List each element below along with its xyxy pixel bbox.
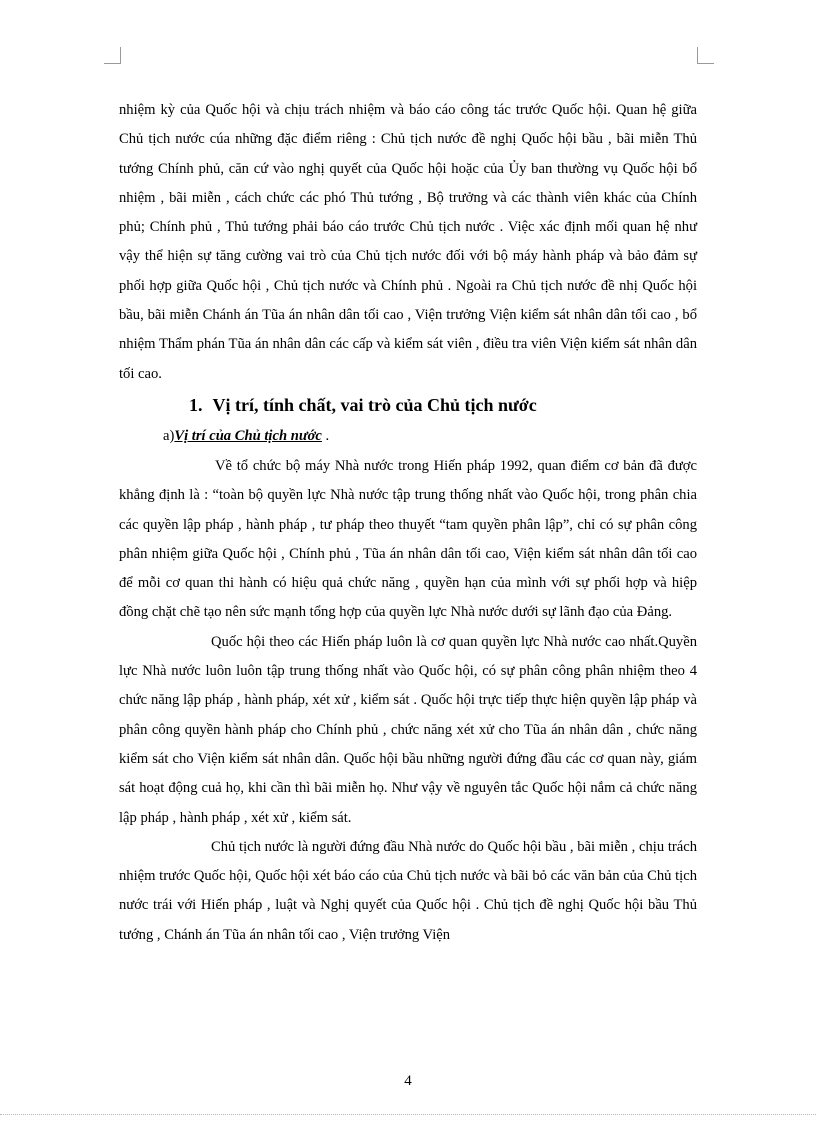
paragraph-intro: nhiệm kỳ của Quốc hội và chịu trách nhiệm và báo cáo công tác trước Quốc hội. Quan hệ giữa Chủ tịch nước cúa những đặc điểm riêng : Chủ tịch nước đề nghị Quốc hội bầu , bãi miễn Thủ tướng Chính phủ, căn cứ vào nghị quyết của Quốc hội hoặc của Ủy ban thường vụ Quốc hội bổ nhiệm , bãi miễn , cách chức các phó Thủ tướng , Bộ trưởng và các thành viên khác của Chính phủ; Chính phủ , Thủ tướng phải báo cáo trước Chủ tịch nước . Việc xác định mối quan hệ như vậy thể hiện sự tăng cường vai trò của Chủ tịch nước đối với bộ máy hành pháp và bảo đảm sự phối hợp giữa Quốc hội , Chủ tịch nước và Chính phủ . Ngoài ra Chủ tịch nước đề nhị Quốc hội bầu, bãi miễn Chánh án Tũa án nhân dân tối cao , Viện trưởng Viện kiểm sát nhân dân tối cao , bổ nhiệm Thẩm phán Tũa án nhân dân các cấp và kiểm sát viên , điều tra viên Viện kiểm sát nhân dân tối cao. xyxy=(119,102,697,382)
section-heading-number: 1. xyxy=(189,394,203,415)
subsection-title: Vị trí của Chủ tịch nước xyxy=(174,427,322,444)
paragraph-1: Về tổ chức bộ máy Nhà nước trong Hiến pháp 1992, quan điểm cơ bản đã được khẳng định là : “toàn bộ quyền lực Nhà nước tập trung thống nhất vào Quốc hội, trong phân chia các quyền lập pháp , hành pháp , tư pháp theo thuyết “tam quyền phân lập”, chỉ có sự phân công phân nhiệm giữa Quốc hội , Chính phủ , Tũa án nhân dân tối cao, Viện kiểm sát nhân dân tối cao để mỗi cơ quan thi hành có hiệu quả chức năng , quyền hạn của mình với sự phối hợp và hiệp đồng chặt chẽ tạo nên sức mạnh tổng hợp của quyền lực Nhà nước dưới sự lãnh đạo của Đảng. xyxy=(119,457,697,621)
page-bottom-divider xyxy=(0,1114,816,1115)
section-heading xyxy=(189,390,697,420)
subsection-prefix: a) xyxy=(163,427,175,444)
page-number: 4 xyxy=(404,1073,412,1089)
paragraph-2: Quốc hội theo các Hiến pháp luôn là cơ quan quyền lực Nhà nước cao nhất.Quyền lực Nhà nước luôn luôn tập trung thống nhất vào Quốc hội, có sự phân công phân nhiệm theo 4 chức năng lập pháp , hành pháp, xét xử , kiểm sát . Quốc hội trực tiếp thực hiện quyền lập pháp và phân công quyền hành pháp cho Chính phủ , chức năng xét xử cho Tũa án nhân dân , chức năng kiểm sát cho Viện kiểm sát nhân dân. Quốc hội bầu những người đứng đầu các cơ quan này, giám sát hoạt động cuả họ, khi cần thì bãi miễn họ. Như vậy về nguyên tắc Quốc hội nắm cả chức năng lập pháp , hành pháp , xét xử , kiểm sát. xyxy=(119,633,697,826)
subsection-heading xyxy=(163,420,697,452)
crop-mark-top-right xyxy=(697,47,714,64)
subsection-suffix: . xyxy=(321,427,330,444)
section-heading-text: Vị trí, tính chất, vai trò của Chủ tịch nước xyxy=(212,394,537,415)
crop-mark-top-left xyxy=(104,47,121,64)
document-body xyxy=(119,96,697,950)
paragraph-3: Chủ tịch nước là người đứng đầu Nhà nước do Quốc hội bầu , bãi miễn , chịu trách nhiệm trước Quốc hội, Quốc hội xét báo cáo của Chủ tịch nước và bãi bỏ các văn bản của Chủ tịch nước trái với Hiến pháp , luật và Nghị quyết của Quốc hội . Chủ tịch đề nghị Quốc hội bầu Thủ tướng , Chánh án Tũa án nhân tối cao , Viện trưởng Viện xyxy=(119,838,697,943)
